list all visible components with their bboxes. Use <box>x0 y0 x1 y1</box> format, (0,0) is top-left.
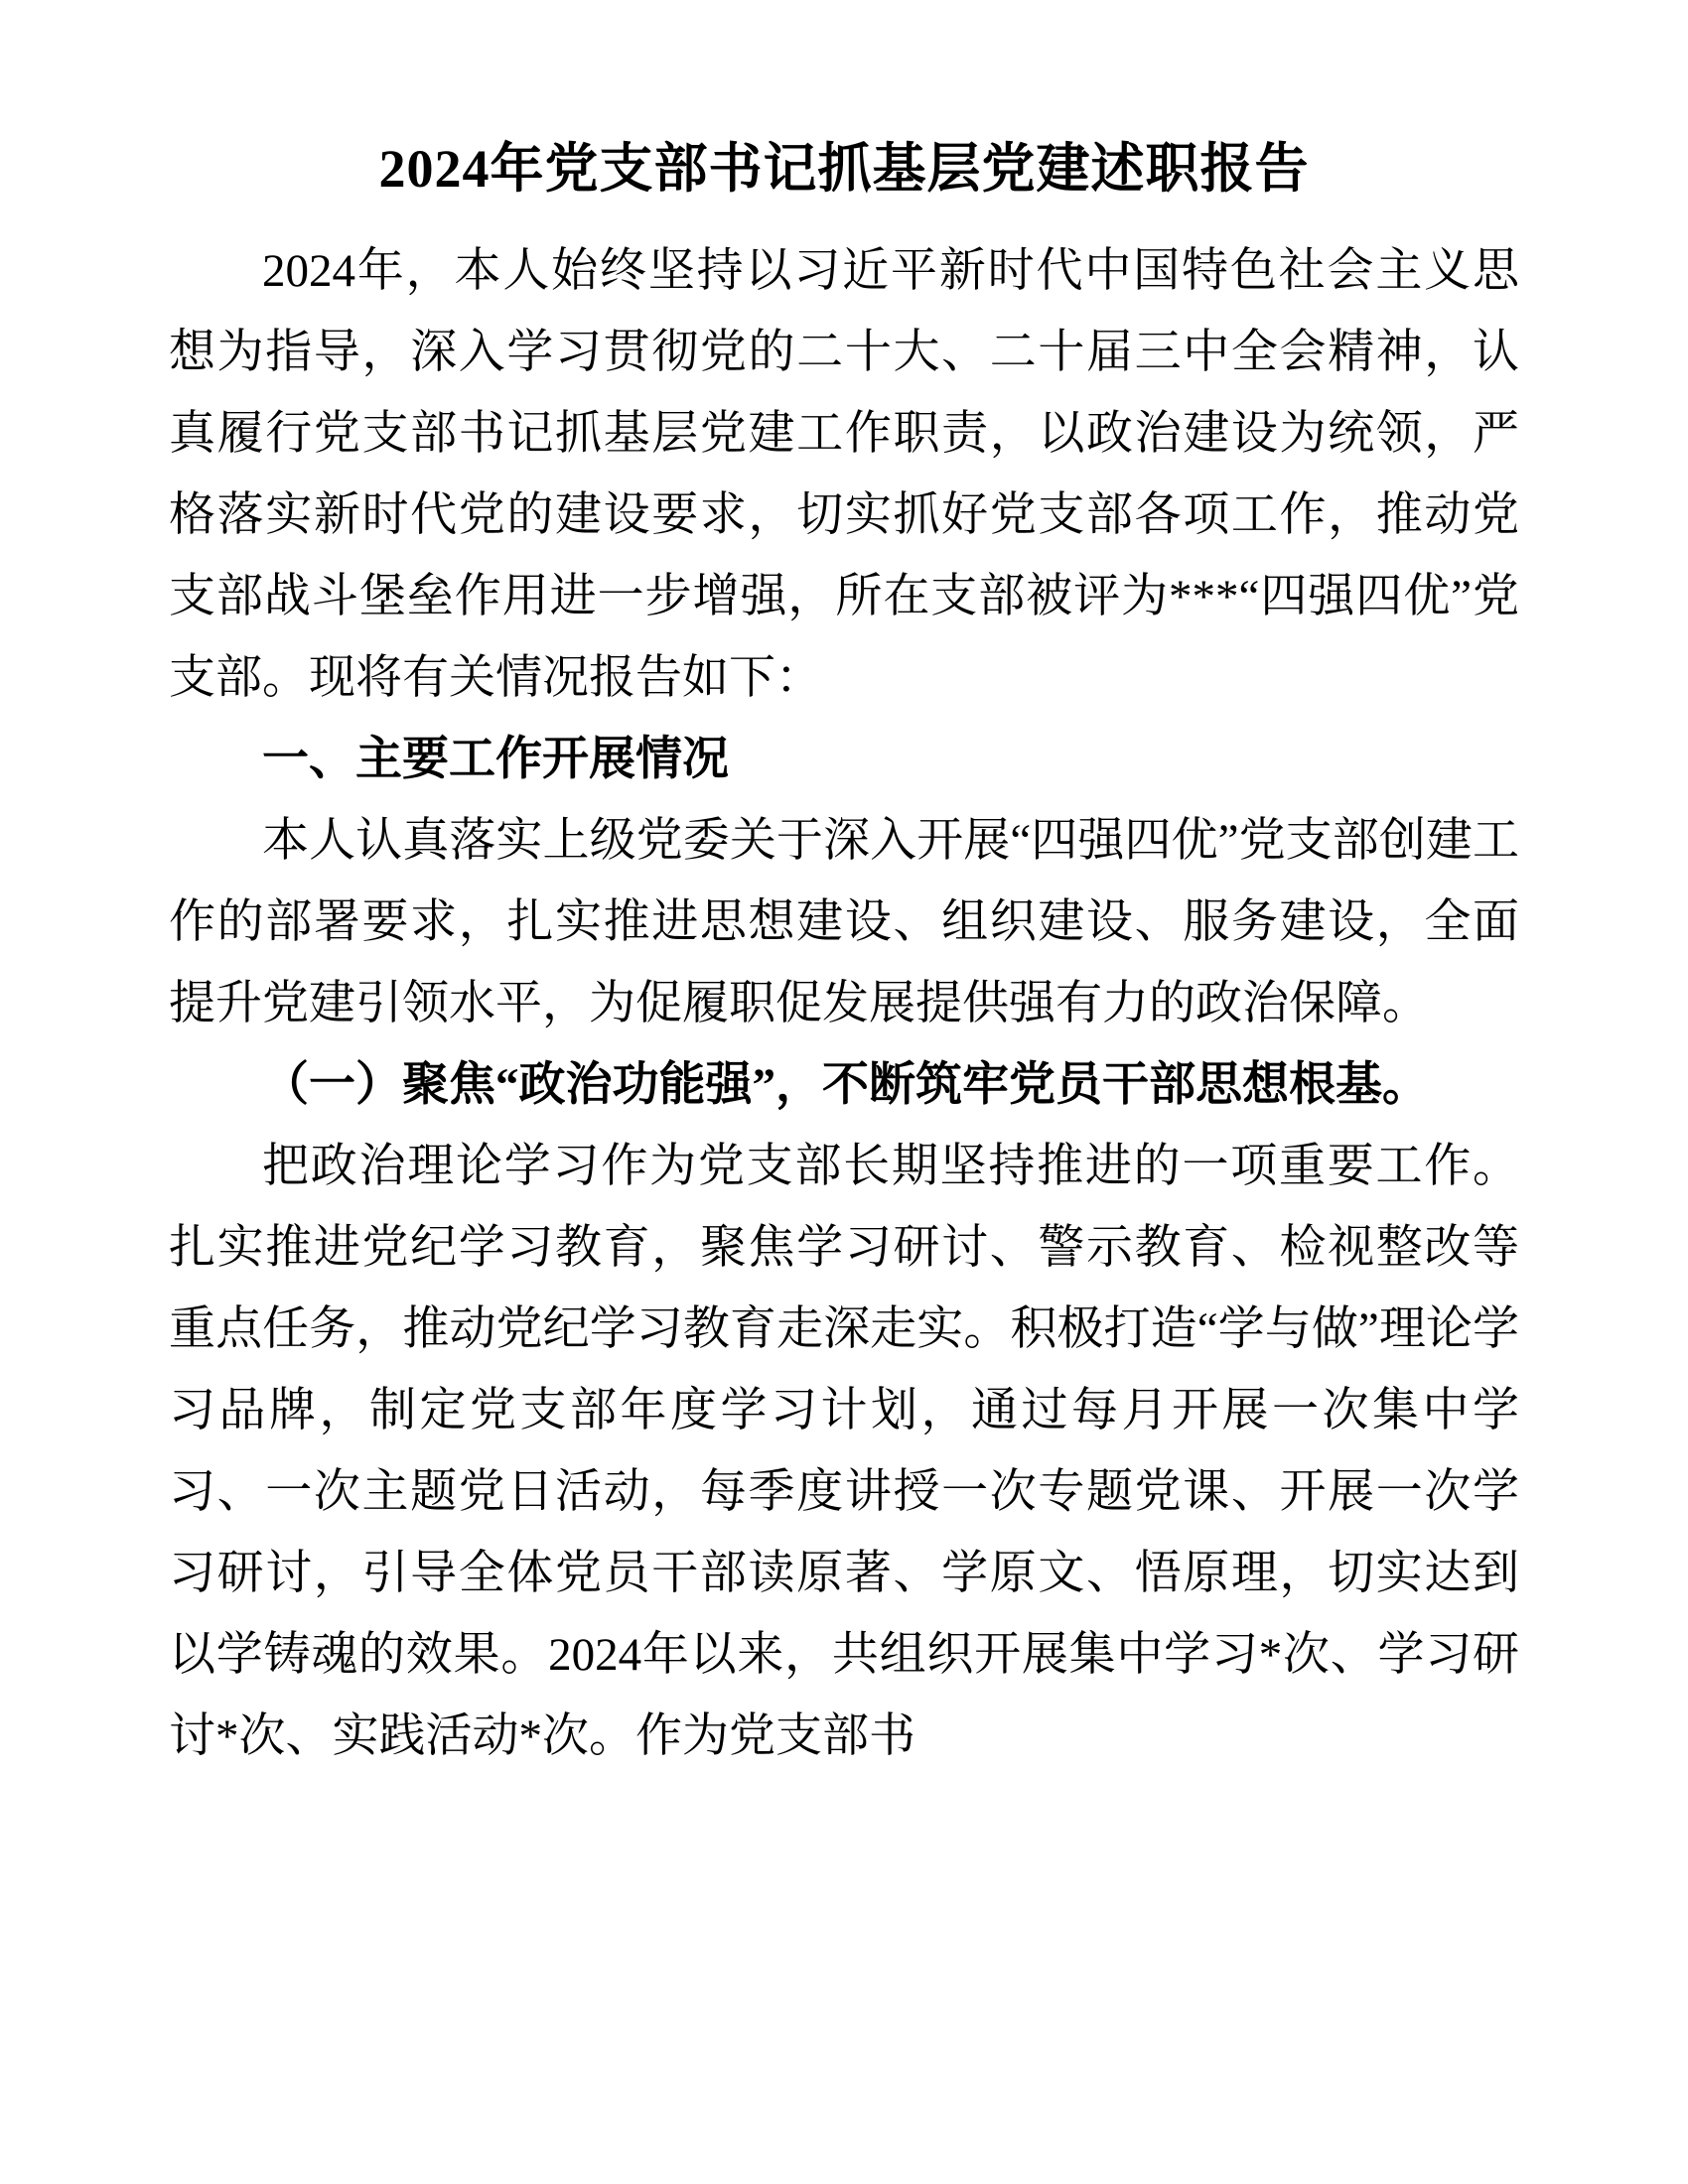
paragraph-section-1-intro: 本人认真落实上级党委关于深入开展“四强四优”党支部创建工作的部署要求，扎实推进思想建设、组织建设、服务建设，全面提升党建引领水平，为促履职促发展提供强有力的政治保障。 <box>169 815 1519 1029</box>
paragraph-intro: 2024年，本人始终坚持以习近平新时代中国特色社会主义思想为指导，深入学习贯彻党的二十大、二十届三中全会精神，认真履行党支部书记抓基层党建工作职责，以政治建设为统领，严格落实新时代党的建设要求，切实抓好党支部各项工作，推动党支部战斗堡垒作用进一步增强，所在支部被评为***“四强四优”党支部。现将有关情况报告如下： <box>169 245 1519 704</box>
section-heading-1: 一、主要工作开展情况 <box>262 734 729 785</box>
document-title: 2024年党支部书记抓基层党建述职报告 <box>378 139 1310 199</box>
subsection-heading-1-1: （一）聚焦“政治功能强”，不断筑牢党员干部思想根基。 <box>262 1059 1429 1111</box>
paragraph-subsection-1-1: 把政治理论学习作为党支部长期坚持推进的一项重要工作。扎实推进党纪学习教育，聚焦学习研讨、警示教育、检视整改等重点任务，推动党纪学习教育走深走实。积极打造“学与做”理论学习品牌，制定党支部年度学习计划，通过每月开展一次集中学习、一次主题党日活动，每季度讲授一次专题党课、开展一次学习研讨，引导全体党员干部读原著、学原文、悟原理，切实达到以学铸魂的效果。2024年以来，共组织开展集中学习*次、学习研讨*次、实践活动*次。作为党支部书 <box>169 1141 1519 1762</box>
